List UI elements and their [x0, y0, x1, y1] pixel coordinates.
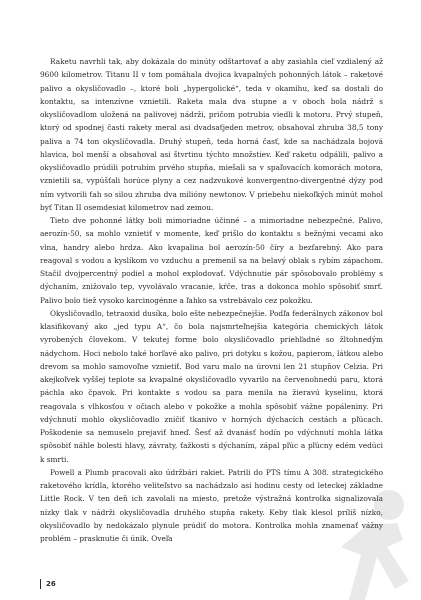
page-number: 26 — [46, 580, 56, 588]
paragraph-1: Raketu navrhli tak, aby dokázala do minúty odštartovať a aby zasiahla cieľ vzdialený až 9600 kilometrov. Titanu II v tom pomáhala dvojica kvapalných pohonných látok – raketové palivo a okysličovadlo –, ktoré boli „hypergolické“, teda v okamihu, keď sa dostali do kontaktu, sa intenzívne vznietili. Raketa mala dva stupne a v oboch bola nádrž s okysličovadlom uložená na palivovej nádrži, pričom potrubia viedli k motoru. Prvý stupeň, ktorý od spodnej časti rakety meral asi dvadsaťjeden metrov, obsahoval zhruba 38,5 tony paliva a 74 ton okysličovadla. Druhý stupeň, teda horná časť, kde sa nachádzala bojová hlavica, bol menší a obsahoval asi štvrtinu týchto množstiev. Keď raketu odpálili, palivo a okysličovadlo prúdili potrubím prvého stupňa, miešali sa v spaľovacích komorách motora, vznietili sa, vypúšťali horúce plyny a cez nadzvukové konvergentno-divergentné dýzy pod ním vytvorili ťah so silou zhruba dva milióny newtonov. V priebehu niekoľkých minút mohol byť Titan II osemdesiat kilometrov nad zemou. — [40, 57, 383, 212]
body-text — [40, 55, 383, 545]
folio-divider — [40, 579, 41, 589]
paragraph-3: Okysličovadlo, tetraoxid dusíka, bolo ešte nebezpečnejšie. Podľa federálnych zákonov bol klasifikovaný ako „jed typu A“, čo bola najsmrteľnejšia kategória chemických látok vyrobených človekom. V tekutej forme bolo okysličovadlo priehľadné so žltohnedým nádychom. Hoci nebolo také horľavé ako palivo, pri dotyku s kožou, papierom, látkou alebo drevom sa mohlo samovoľne vznietiť. Bod varu malo na úrovni len 21 stupňov Celzia. Pri akejkoľvek vyššej teplote sa kvapalné okysličovadlo vyvarilo na červenohnedú paru, ktorá páchla ako čpavok. Pri kontakte s vodou sa para menila na žieravú kyselinu, ktorá reagovala s vlhkosťou v očiach alebo v pokožke a mohla spôsobiť vážne popáleniny. Pri vdýchnutí mohlo okysličovadlo zničiť tkanivo v horných dýchacích cestách a pľúcach. Poškodenie sa nemuselo prejaviť hneď. Šesť až dvanásť hodín po vdýchnutí mohla látka spôsobiť náhle bolesti hlavy, závraty, ťažkosti s dýchaním, zápal pľúc a pľúcny edém vedúci k smrti. — [40, 308, 383, 464]
paragraph-2: Tieto dve pohonné látky boli mimoriadne účinné – a mimoriadne nebezpečné. Palivo, aerozín-50, sa mohlo vznietiť v momente, keď prišlo do kontaktu s bežnými vecami ako vlna, handry alebo hrdza. Ako kvapalina bol aerozín-50 číry a bezfarebný. Ako para reagoval s vodou a kyslíkom vo vzduchu a premenil sa na belavý oblak s rybím zápachom. Stačil dvojpercentný podiel a mohol explodovať. Vdýchnutie pár spôsobovalo problémy s dýchaním, znižovalo tep, vyvolávalo vracanie, kŕče, tras a dokonca mohlo spôsobiť smrť. Palivo bolo tiež vysoko karcinogénne a ľahko sa vstrebávalo cez pokožku. — [40, 216, 383, 305]
paragraph-4: Powell a Plumb pracovali ako údržbári rakiet. Patrili do PTS tímu A 308. strategického raketového krídla, ktorého veliteľstvo sa nachádzalo asi hodinu cesty od leteckej základne Little Rock. V ten deň ich zavolali na miesto, pretože výstražná kontrolka signalizovala nízky tlak v nádrži okysličovadla druhého stupňa rakety. Keby tlak klesol príliš nízko, okysličovadlo by nedokázalo plynule prúdiť do motora. Kontrolka mohla znamenať vážny problém – prasknutie či únik. Oveľa — [40, 467, 383, 543]
page-footer — [40, 578, 56, 590]
